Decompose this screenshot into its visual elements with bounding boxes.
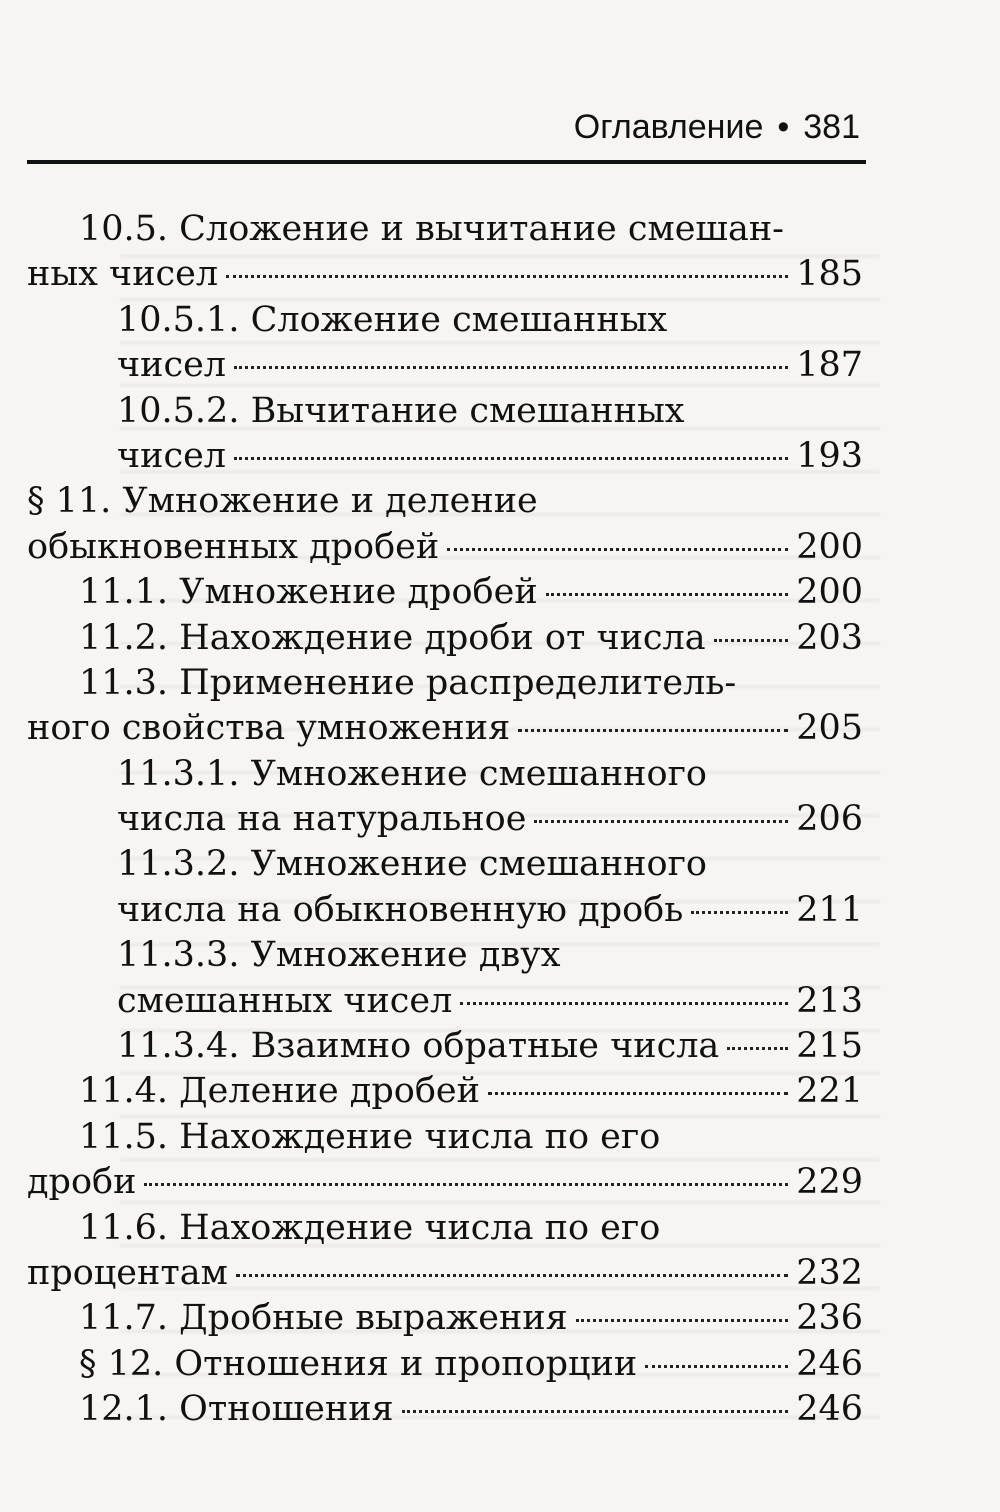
running-header	[574, 110, 860, 144]
toc-entry-leader-line	[117, 797, 863, 842]
toc-entry-11-5-line-1	[27, 1115, 863, 1160]
toc-entry-title-continuation: смешанных чисел	[117, 980, 453, 1021]
toc-entry-leader-line	[27, 706, 863, 751]
toc-entry-leader-line	[79, 616, 863, 661]
toc-section-title: § 11. Умножение и деление	[27, 481, 538, 522]
dot-leader	[402, 1410, 789, 1413]
toc-entry-title-continuation: чисел	[117, 435, 227, 476]
dot-leader	[727, 1047, 788, 1050]
toc-entry-leader-line	[79, 1069, 863, 1114]
toc-entry-11-3-1-line-2	[27, 797, 863, 842]
toc-entry-title: 11.3. Применение распределитель-	[79, 662, 737, 703]
dot-leader	[234, 366, 788, 369]
toc-page-number: 213	[796, 980, 863, 1021]
toc-page-number: 203	[796, 617, 863, 658]
toc-entry-leader-line	[117, 888, 863, 933]
toc-entry-10-5-1-line-1	[27, 298, 863, 343]
toc-entry-11-3-4	[27, 1024, 863, 1069]
toc-page-number: 193	[796, 435, 863, 476]
toc-page-number: 229	[796, 1162, 863, 1203]
toc-entry-title: 11.2. Нахождение дроби от числа	[79, 617, 706, 658]
toc-entry-10-5-line-2	[27, 252, 863, 297]
dot-leader	[691, 911, 788, 914]
toc-entry-11-3-2-line-1	[27, 842, 863, 887]
toc-entry-11-2	[27, 616, 863, 661]
dot-leader	[460, 1002, 788, 1005]
toc-entry-leader-line	[27, 525, 863, 570]
toc-entry-11-3-line-2	[27, 706, 863, 751]
dot-leader	[234, 457, 788, 460]
toc-page-number: 185	[796, 254, 863, 295]
toc-entry-leader-line	[27, 1251, 863, 1296]
header-page-number: 381	[803, 108, 860, 146]
dot-leader	[576, 1319, 789, 1322]
toc-entry-title: 11.4. Деление дробей	[79, 1071, 480, 1112]
dot-leader	[447, 548, 788, 551]
toc-page-number: 221	[796, 1071, 863, 1112]
toc-entry-title: 12.1. Отношения	[79, 1389, 394, 1430]
toc-entry-11-6-line-1	[27, 1206, 863, 1251]
toc-entry-leader-line	[117, 979, 863, 1024]
dot-leader	[534, 820, 788, 823]
header-section-title: Оглавление	[573, 108, 764, 146]
toc-entry-11-4	[27, 1069, 863, 1114]
toc-entry-title-continuation: чисел	[117, 345, 227, 386]
toc-page-number: 232	[796, 1252, 863, 1293]
toc-entry-11-3-1-line-1	[27, 752, 863, 797]
toc-entry-11-6-line-2	[27, 1251, 863, 1296]
toc-entry-title-continuation: процентам	[27, 1252, 228, 1293]
dot-leader	[714, 639, 789, 642]
toc-entry-10-5-line-1	[27, 207, 863, 252]
toc-entry-title: 11.3.2. Умножение смешанного	[117, 844, 707, 885]
toc-entry-11-3-3-line-2	[27, 979, 863, 1024]
header-separator: •	[777, 108, 790, 146]
toc-entry-title-continuation: ного свойства умножения	[27, 708, 511, 749]
toc-entry-title-continuation: ных чисел	[27, 254, 219, 295]
toc-entry-11-line-2	[27, 525, 863, 570]
toc-entry-leader-line	[79, 1387, 863, 1432]
toc-page-number: 246	[796, 1343, 863, 1384]
toc-entry-leader-line	[27, 1160, 863, 1205]
toc-page-number: 187	[796, 345, 863, 386]
toc-entry-leader-line	[27, 252, 863, 297]
toc-entry-leader-line	[79, 570, 863, 615]
toc-entry-leader-line	[117, 434, 863, 479]
toc-page-number: 200	[796, 572, 863, 613]
toc-entry-11-5-line-2	[27, 1160, 863, 1205]
dot-leader	[236, 1274, 788, 1277]
toc-entry-title: 11.3.3. Умножение двух	[117, 935, 561, 976]
toc-entry-leader-line	[79, 1342, 863, 1387]
toc-entry-10-5-2-line-1	[27, 389, 863, 434]
toc-page-number: 246	[796, 1389, 863, 1430]
toc-page-number: 215	[796, 1026, 863, 1067]
toc-entry-title: 11.5. Нахождение числа по его	[79, 1116, 661, 1157]
toc-entry-11-line-1	[27, 479, 863, 524]
toc-entry-title: 11.3.4. Взаимно обратные числа	[117, 1026, 720, 1067]
toc-entry-title-continuation: числа на обыкновенную дробь	[117, 889, 684, 930]
toc-entry-12-1	[27, 1387, 863, 1432]
toc-entry-title: 10.5.2. Вычитание смешанных	[117, 390, 685, 431]
toc-entry-title: 11.6. Нахождение числа по его	[79, 1207, 661, 1248]
toc-entry-11-3-line-1	[27, 661, 863, 706]
toc-entry-title-continuation: числа на натуральное	[117, 799, 527, 840]
toc-entry-leader-line	[117, 1024, 863, 1069]
toc-entry-title: 11.7. Дробные выражения	[79, 1298, 568, 1339]
toc-entry-11-3-2-line-2	[27, 888, 863, 933]
dot-leader	[518, 729, 788, 732]
toc-section-title: § 12. Отношения и пропорции	[79, 1343, 638, 1384]
dot-leader	[546, 593, 789, 596]
toc-entry-title-continuation: дроби	[27, 1162, 137, 1203]
toc-entry-11-7	[27, 1296, 863, 1341]
toc-entry-11-1	[27, 570, 863, 615]
toc-page-number: 236	[796, 1298, 863, 1339]
toc-entry-title: 10.5.1. Сложение смешанных	[117, 299, 668, 340]
toc-entry-12	[27, 1342, 863, 1387]
dot-leader	[226, 275, 788, 278]
toc-section-title-continuation: обыкновенных дробей	[27, 526, 440, 567]
toc-entry-title: 11.3.1. Умножение смешанного	[117, 753, 707, 794]
dot-leader	[144, 1183, 788, 1186]
toc-page-number: 211	[796, 889, 863, 930]
toc-entry-leader-line	[79, 1296, 863, 1341]
header-rule	[27, 160, 866, 164]
toc-page-number: 206	[796, 799, 863, 840]
dot-leader	[488, 1092, 788, 1095]
toc-entry-10-5-2-line-2	[27, 434, 863, 479]
toc-entry-leader-line	[117, 343, 863, 388]
toc-entry-title: 11.1. Умножение дробей	[79, 572, 538, 613]
toc-entry-title: 10.5. Сложение и вычитание смешан-	[79, 209, 784, 249]
toc-entry-10-5-1-line-2	[27, 343, 863, 388]
table-of-contents	[27, 207, 863, 1433]
toc-entry-11-3-3-line-1	[27, 933, 863, 978]
dot-leader	[645, 1365, 788, 1368]
toc-page-number: 205	[796, 708, 863, 749]
toc-page-number: 200	[796, 526, 863, 567]
